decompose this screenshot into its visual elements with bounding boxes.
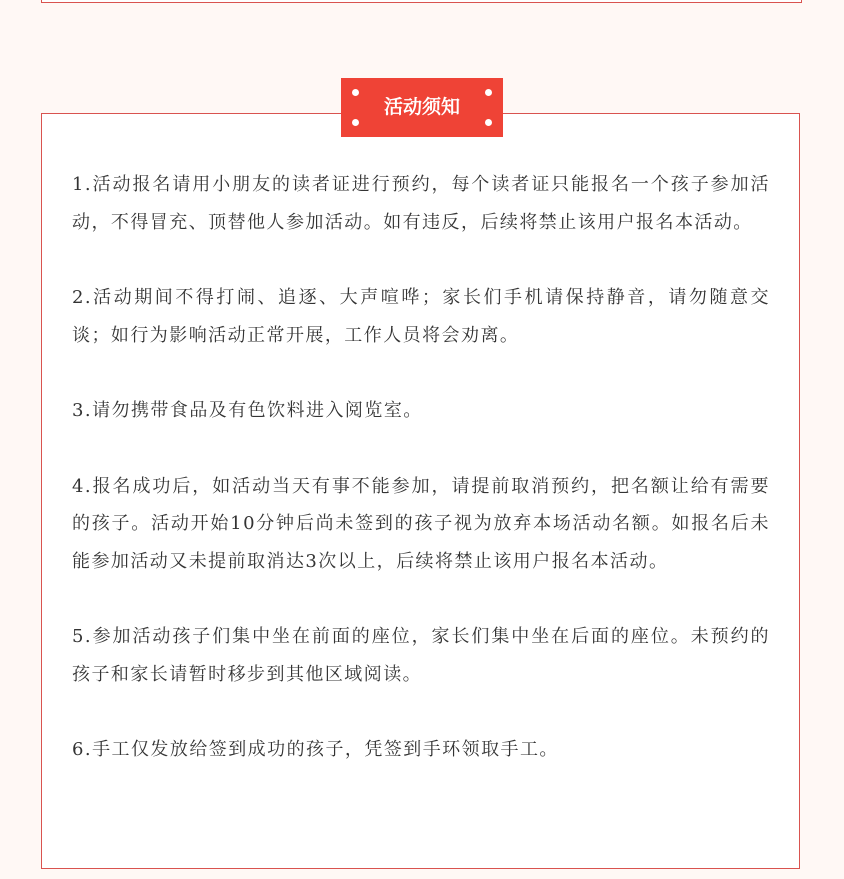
section-title: 活动须知: [383, 96, 460, 118]
badge-dot-icon: [485, 89, 492, 96]
notice-list: [72, 166, 770, 807]
notice-item-2: 2.活动期间不得打闹、追逐、大声喧哗；家长们手机请保持静音，请勿随意交谈；如行为影响活动正常开展，工作人员将会劝离。: [72, 287, 770, 346]
notice-item-4: 4.报名成功后，如活动当天有事不能参加，请提前取消预约，把名额让给有需要的孩子。活动开始10分钟后尚未签到的孩子视为放弃本场活动名额。如报名后未能参加活动又未提前取消达3次以上，后续将禁止该用户报名本活动。: [72, 475, 770, 572]
badge-dot-icon: [352, 119, 359, 126]
notice-item-5: 5.参加活动孩子们集中坐在前面的座位，家长们集中坐在后面的座位。未预约的孩子和家长请暂时移步到其他区域阅读。: [72, 626, 770, 685]
previous-section-card: [41, 0, 802, 3]
notice-item-6: 6.手工仅发放给签到成功的孩子，凭签到手环领取手工。: [72, 739, 559, 760]
section-title-badge: [341, 78, 503, 137]
notice-item-3: 3.请勿携带食品及有色饮料进入阅览室。: [72, 400, 423, 421]
badge-dot-icon: [352, 89, 359, 96]
badge-dot-icon: [485, 119, 492, 126]
notice-item-1: 1.活动报名请用小朋友的读者证进行预约，每个读者证只能报名一个孩子参加活动，不得冒充、顶替他人参加活动。如有违反，后续将禁止该用户报名本活动。: [72, 174, 770, 233]
